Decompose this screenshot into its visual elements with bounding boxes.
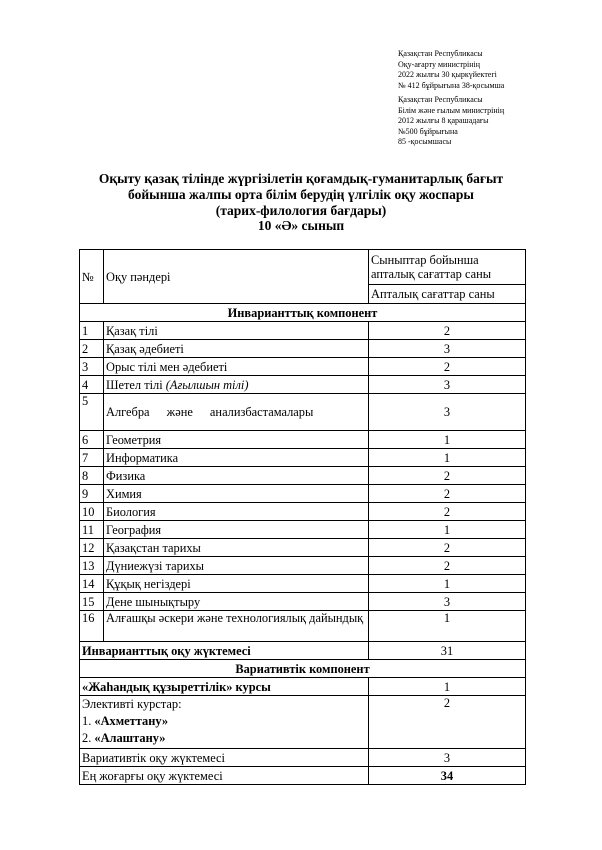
row-hours: 2 xyxy=(369,358,526,376)
row-hours: 2 xyxy=(369,557,526,575)
row-num: 14 xyxy=(80,575,104,593)
row-hours: 3 xyxy=(369,340,526,358)
elective-item-name: «Ахметтану» xyxy=(94,714,169,728)
order-note-2-line: Қазақстан Республикасы xyxy=(398,95,483,104)
row-hours: 1 xyxy=(369,449,526,467)
table-row xyxy=(80,394,526,431)
electives-row xyxy=(80,696,526,749)
order-note-1-line: 2022 жылғы 30 қыркүйектегі xyxy=(398,70,497,80)
row-subject: Орыс тілі мен әдебиеті xyxy=(104,358,369,376)
row-num: 15 xyxy=(80,593,104,611)
row-subject: Қазақ әдебиеті xyxy=(104,340,369,358)
row-subject-language: (Ағылшын тілі) xyxy=(165,377,249,392)
row-hours: 2 xyxy=(369,485,526,503)
table-row xyxy=(80,593,526,611)
row-subject: Қазақ тілі xyxy=(104,322,369,340)
row-subject: Құқық негіздері xyxy=(104,575,369,593)
row-num: 9 xyxy=(80,485,104,503)
elective-item xyxy=(82,713,366,730)
row-hours: 1 xyxy=(369,521,526,539)
row-num: 2 xyxy=(80,340,104,358)
global-course-hours: 1 xyxy=(369,678,526,696)
invariant-load-label: Инварианттық оқу жүктемесі xyxy=(80,642,369,660)
header-row xyxy=(80,250,526,285)
order-note-1-line: № 412 бұйрығына 38-қосымша xyxy=(398,80,505,90)
row-num: 11 xyxy=(80,521,104,539)
row-subject xyxy=(104,376,369,394)
header-num: № xyxy=(80,250,104,304)
order-note-2-line: Білім және ғылым министрінің xyxy=(398,105,505,115)
row-subject: Физика xyxy=(104,467,369,485)
elective-item-num: 1. xyxy=(82,714,95,728)
table-row xyxy=(80,358,526,376)
row-hours: 3 xyxy=(369,376,526,394)
order-note-2 xyxy=(398,95,504,148)
order-note-2-line: 85 -қосымшасы xyxy=(398,137,452,147)
row-subject: Қазақстан тарихы xyxy=(104,539,369,557)
invariant-load-hours: 31 xyxy=(369,642,526,660)
global-course-label: «Жаһандық құзыреттілік» курсы xyxy=(80,678,369,696)
row-subject: Алгебра және анализбастамалары xyxy=(104,394,369,431)
row-num: 6 xyxy=(80,431,104,449)
curriculum-table xyxy=(79,249,526,785)
row-num: 1 xyxy=(80,322,104,340)
order-note-2-line: №500 бұйрығына xyxy=(398,126,458,136)
header-weekly: Апталық сағаттар саны xyxy=(369,285,526,304)
row-hours: 1 xyxy=(369,575,526,593)
table-row xyxy=(80,485,526,503)
row-subject: Информатика xyxy=(104,449,369,467)
electives-label: Элективті курстар: xyxy=(82,697,182,711)
electives-cell xyxy=(80,696,369,749)
row-hours: 2 xyxy=(369,503,526,521)
title-line-2: бойынша жалпы орта білім берудің үлгілік оқу жоспары xyxy=(128,186,474,202)
max-load-hours: 34 xyxy=(369,767,526,785)
row-num: 8 xyxy=(80,467,104,485)
row-hours: 2 xyxy=(369,539,526,557)
table-row xyxy=(80,467,526,485)
row-num: 3 xyxy=(80,358,104,376)
invariant-heading: Инварианттық компонент xyxy=(80,304,526,322)
row-hours: 3 xyxy=(369,593,526,611)
row-hours: 1 xyxy=(369,431,526,449)
row-hours: 2 xyxy=(369,322,526,340)
order-note-1-line: Қазақстан Республикасы xyxy=(398,49,483,58)
variative-heading-row xyxy=(80,660,526,678)
max-load-row xyxy=(80,767,526,785)
global-course-row xyxy=(80,678,526,696)
row-num: 16 xyxy=(80,611,104,642)
header-hours-group: Сыныптар бойынша апталық сағаттар саны xyxy=(369,250,526,285)
row-num: 7 xyxy=(80,449,104,467)
electives-hours: 2 xyxy=(369,696,526,749)
row-subject: Химия xyxy=(104,485,369,503)
table-row xyxy=(80,575,526,593)
variative-heading: Вариативтік компонент xyxy=(80,660,526,678)
row-subject: Дене шынықтыру xyxy=(104,593,369,611)
table-row xyxy=(80,557,526,575)
variative-load-hours: 3 xyxy=(369,749,526,767)
row-hours: 2 xyxy=(369,467,526,485)
invariant-load-row xyxy=(80,642,526,660)
document-title xyxy=(0,171,602,234)
title-line-4: 10 «Ә» сынып xyxy=(257,218,345,234)
table-row xyxy=(80,376,526,394)
table-row xyxy=(80,340,526,358)
row-num: 13 xyxy=(80,557,104,575)
elective-item-num: 2. xyxy=(82,731,95,745)
table-row xyxy=(80,503,526,521)
table-row xyxy=(80,611,526,642)
order-note-2-line: 2012 жылғы 8 қарашадағы xyxy=(398,116,489,126)
row-hours: 1 xyxy=(369,611,526,642)
row-hours: 3 xyxy=(369,394,526,431)
title-line-3: (тарих-филология бағдары) xyxy=(215,202,387,218)
row-subject-name: Шетел тілі xyxy=(106,377,166,392)
title-line-1: Оқыту қазақ тілінде жүргізілетін қоғамдық-гуманитарлық бағыт xyxy=(98,171,504,186)
max-load-label: Ең жоғарғы оқу жүктемесі xyxy=(80,767,369,785)
table-row xyxy=(80,539,526,557)
row-num: 12 xyxy=(80,539,104,557)
variative-load-row xyxy=(80,749,526,767)
order-note-1-line: Оқу-ағарту министрінің xyxy=(398,59,481,69)
order-note-1 xyxy=(398,49,504,91)
invariant-heading-row xyxy=(80,304,526,322)
row-num: 4 xyxy=(80,376,104,394)
table-row xyxy=(80,449,526,467)
elective-item xyxy=(82,730,366,747)
row-subject: Дүниежүзі тарихы xyxy=(104,557,369,575)
row-num: 5 xyxy=(80,394,104,431)
header-subjects: Оқу пәндері xyxy=(104,250,369,304)
row-subject: Геометрия xyxy=(104,431,369,449)
elective-item-name: «Алаштану» xyxy=(94,731,166,745)
table-row xyxy=(80,322,526,340)
variative-load-label: Вариативтік оқу жүктемесі xyxy=(80,749,369,767)
row-num: 10 xyxy=(80,503,104,521)
table-row xyxy=(80,521,526,539)
row-subject: География xyxy=(104,521,369,539)
row-subject: Алғашқы әскери және технологиялық дайындық xyxy=(104,611,369,642)
table-row xyxy=(80,431,526,449)
row-subject: Биология xyxy=(104,503,369,521)
